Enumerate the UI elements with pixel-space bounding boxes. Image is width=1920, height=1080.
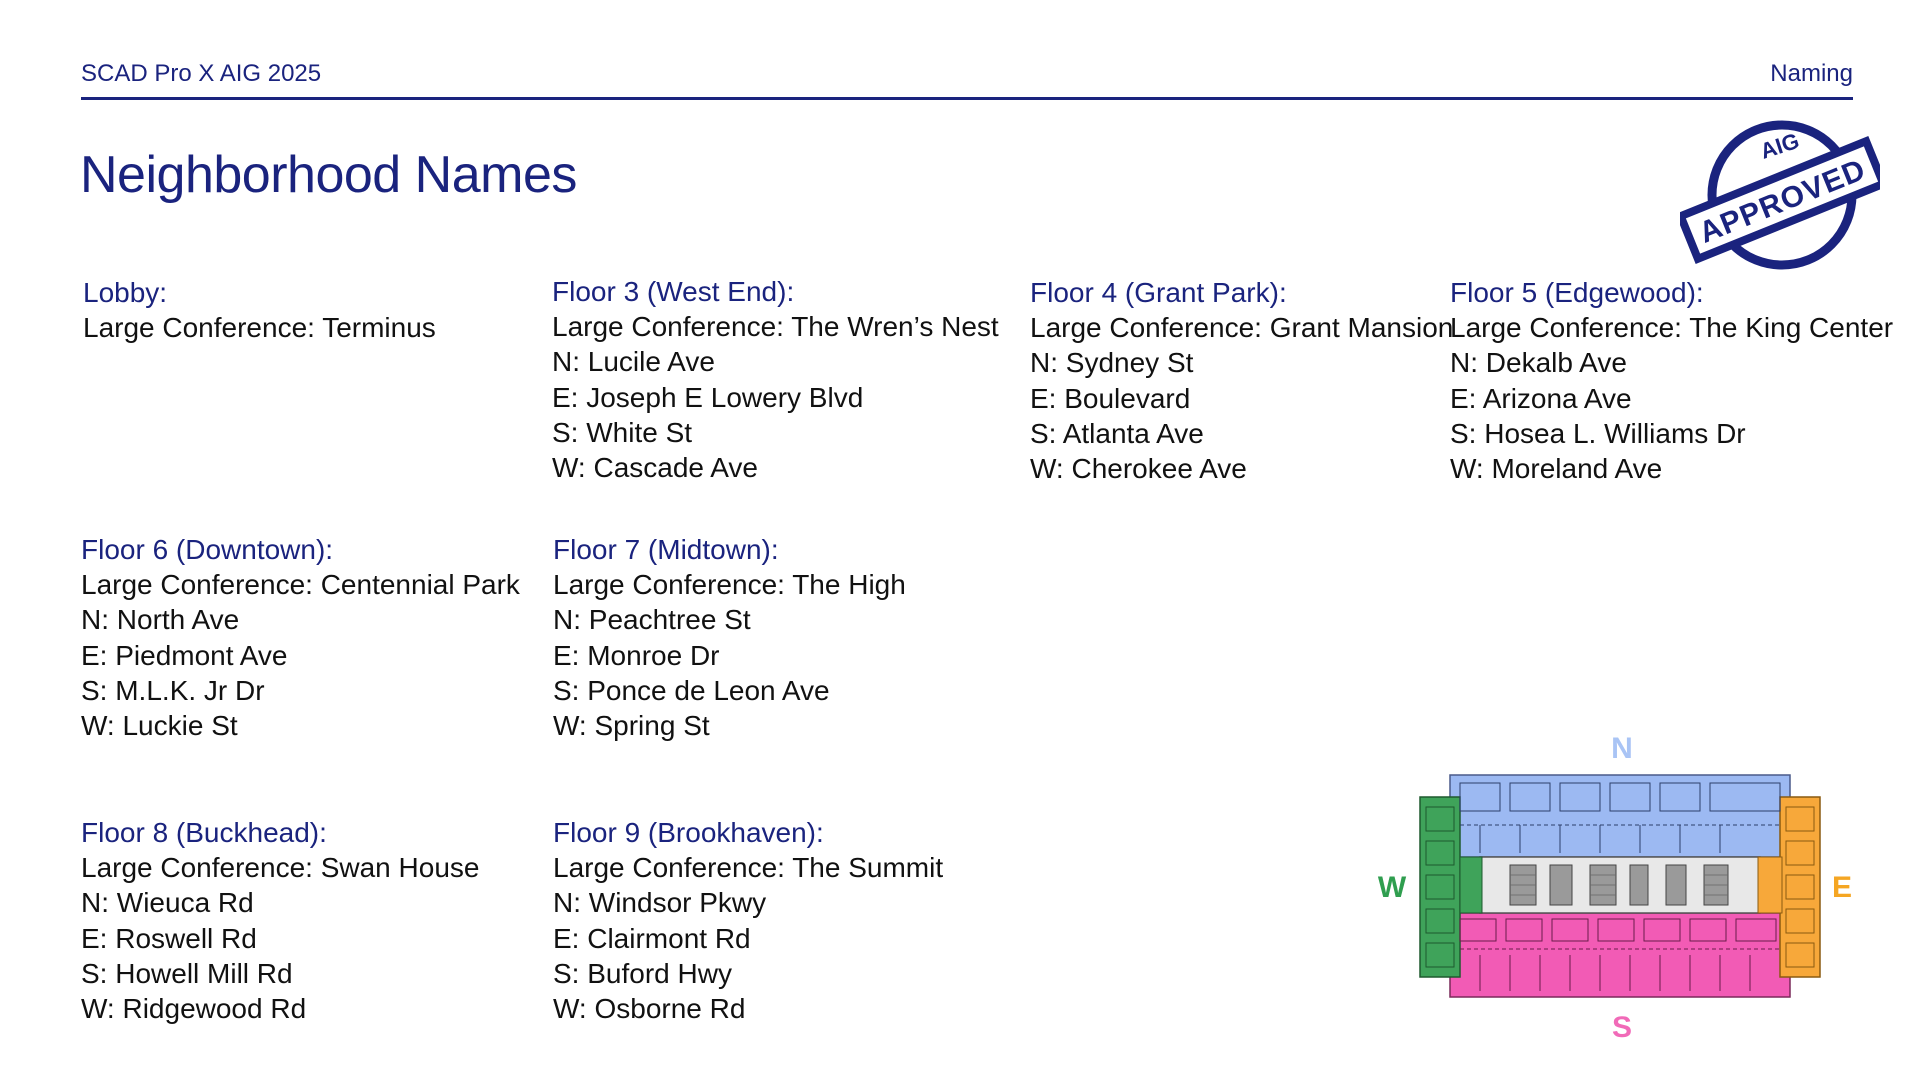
floor-line: S: Buford Hwy [553, 957, 732, 989]
floor-line: N: Peachtree St [553, 604, 751, 636]
floor-line: Large Conference: The High [553, 569, 906, 601]
floor-line: Large Conference: Swan House [81, 852, 480, 884]
floor-title: Floor 7 (Midtown): [553, 534, 779, 565]
floor-line: Large Conference: The Wren’s Nest [552, 311, 999, 343]
floor-line: W: Osborne Rd [553, 993, 746, 1025]
floor-line: W: Moreland Ave [1450, 453, 1663, 485]
floor-line: W: Ridgewood Rd [81, 993, 307, 1025]
floor-title: Lobby: [83, 277, 168, 308]
floor-line: N: North Ave [81, 604, 240, 636]
compass-e: E [1831, 871, 1853, 904]
zone-north [1450, 775, 1790, 857]
floor-line: N: Windsor Pkwy [553, 887, 767, 919]
header-left: SCAD Pro X AIG 2025 [81, 60, 322, 87]
floor-line: S: Ponce de Leon Ave [553, 674, 830, 706]
floor-plan-diagram [1360, 725, 1860, 1045]
stamp-band-text: APPROVED [1694, 153, 1871, 250]
floor-line: S: Howell Mill Rd [81, 957, 293, 989]
floor-title: Floor 8 (Buckhead): [81, 817, 327, 848]
header-right: Naming [1770, 60, 1853, 87]
floor-line: W: Cherokee Ave [1030, 453, 1247, 485]
compass-w: W [1377, 871, 1407, 904]
page-title: Neighborhood Names [80, 146, 577, 204]
floor-block-5 [1450, 275, 1893, 486]
floor-title: Floor 9 (Brookhaven): [553, 817, 824, 848]
floor-line: W: Luckie St [81, 710, 238, 742]
floor-line: N: Dekalb Ave [1450, 347, 1627, 379]
floor-line: E: Piedmont Ave [81, 639, 288, 671]
floor-line: N: Wieuca Rd [81, 887, 254, 919]
floor-title: Floor 3 (West End): [552, 276, 795, 307]
floor-line: E: Clairmont Rd [553, 922, 751, 954]
compass-n: N [1611, 732, 1633, 765]
floor-line: S: White St [552, 416, 693, 448]
header-rule [81, 97, 1853, 100]
approved-stamp [1680, 115, 1880, 275]
floor-block-8 [81, 815, 479, 1026]
floor-line: E: Roswell Rd [81, 922, 257, 954]
floor-line: E: Boulevard [1030, 382, 1191, 414]
floor-line: Large Conference: Terminus [83, 312, 436, 344]
floor-line: E: Monroe Dr [553, 639, 720, 671]
floor-line: N: Lucile Ave [552, 346, 715, 378]
floor-block-lobby [83, 275, 436, 345]
floor-line: S: Hosea L. Williams Dr [1450, 417, 1746, 449]
floor-block-6 [81, 532, 520, 743]
floor-line: S: M.L.K. Jr Dr [81, 674, 265, 706]
floor-line: Large Conference: Grant Mansion [1030, 312, 1454, 344]
stamp-top-text: AIG [1757, 127, 1803, 164]
floor-line: W: Spring St [553, 710, 710, 742]
floor-title: Floor 6 (Downtown): [81, 534, 334, 565]
floor-line: Large Conference: The King Center [1450, 312, 1894, 344]
floor-line: Large Conference: Centennial Park [81, 569, 520, 601]
floor-title: Floor 5 (Edgewood): [1450, 277, 1704, 308]
floor-line: S: Atlanta Ave [1030, 417, 1204, 449]
floor-line: W: Cascade Ave [552, 452, 758, 484]
floor-block-9 [553, 815, 943, 1026]
zone-south [1450, 913, 1790, 997]
floor-line: N: Sydney St [1030, 347, 1194, 379]
floor-line: E: Joseph E Lowery Blvd [552, 381, 864, 413]
floor-block-4 [1030, 275, 1453, 486]
floor-block-7 [553, 532, 906, 743]
floor-title: Floor 4 (Grant Park): [1030, 277, 1287, 308]
floor-line: Large Conference: The Summit [553, 852, 944, 884]
compass-s: S [1611, 1011, 1633, 1044]
floor-block-3 [552, 274, 999, 485]
floor-line: E: Arizona Ave [1450, 382, 1632, 414]
